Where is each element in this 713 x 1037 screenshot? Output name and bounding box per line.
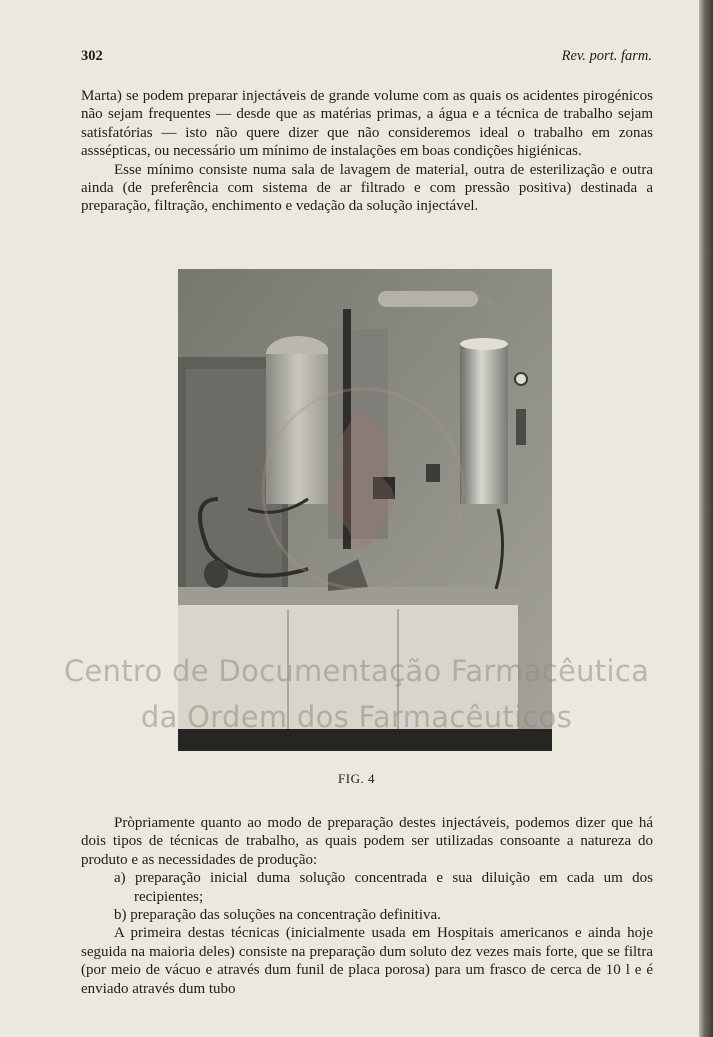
paragraph: Marta) se podem preparar injectáveis de grande volume com as quais os acidentes pirogénicos não sejam frequentes — desde que as matérias primas, a água e a técnica de trabalho sejam satisfatórias — isto não quere dizer que não consideremos ideal o trabalho em zonas asssépticas, ou necessário um mínimo de instalações em boas condições higiénicas.: [81, 88, 653, 160]
paragraph: A primeira destas técnicas (inicialmente usada em Hospitais americanos e ainda hoje seguida na maioria deles) consiste na preparação dum soluto dez vezes mais forte, que se filtra (por meio de vácuo e através dum funil de placa porosa) para um frasco de cerca de 10 l e é enviado através dum tubo: [81, 925, 653, 997]
list-item: b) preparação das soluções na concentração definitiva.: [114, 907, 441, 924]
journal-title: Rev. port. farm.: [561, 48, 652, 64]
figure-caption: FIG. 4: [338, 771, 375, 786]
page-header: [81, 48, 652, 68]
watermark-line-1: Centro de Documentação Farmacêutica: [63, 654, 650, 688]
page-number: 302: [81, 48, 103, 64]
body-text-bottom: [81, 814, 653, 998]
paragraph: Esse mínimo consiste numa sala de lavagem de material, outra de esterilização e outra ainda (de preferência com sistema de ar filtrado e com pressão positiva) destinada a preparação, filtração, enchimento e vedação da solução injectável.: [81, 161, 653, 215]
paragraph: Pròpriamente quanto ao modo de preparação destes injectáveis, podemos dizer que há dois tipos de técnicas de trabalho, as quais podem ser utilizadas consoante a natureza do produto e as necessidades de produção:: [81, 815, 653, 868]
list-item: a) preparação inicial duma solução concentrada e sua diluição em cada um dos recipientes;: [114, 870, 653, 905]
book-binding-edge: [699, 0, 713, 1037]
body-text-top: [81, 87, 653, 216]
watermark-line-2: da Ordem dos Farmacêuticos: [140, 700, 573, 734]
